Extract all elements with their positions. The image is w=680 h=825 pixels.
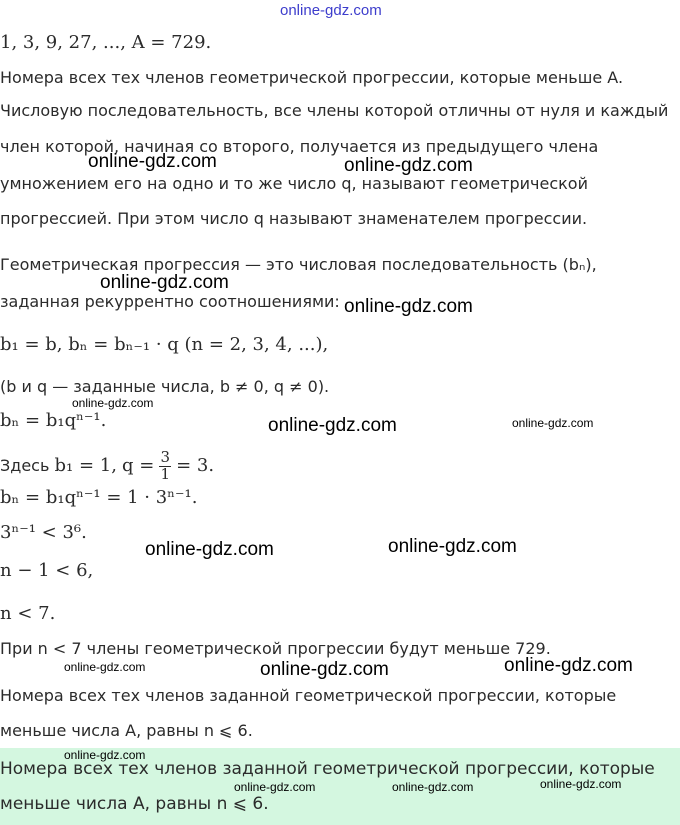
watermark: online-gdz.com [64,748,146,762]
watermark: online-gdz.com [388,536,517,557]
conditions-line: (b и q — заданные числа, b ≠ 0, q ≠ 0). [0,377,330,396]
result-line-1: Номера всех тех членов заданной геометрической прогрессии, которые [0,686,617,705]
term-formula: bₙ = b₁qⁿ⁻¹ = 1 · 3ⁿ⁻¹. [0,487,198,508]
watermark: online-gdz.com [88,151,217,172]
watermark: online-gdz.com [64,660,146,674]
when-line: При n < 7 члены геометрической прогрессии будут меньше 729. [0,639,551,658]
watermark: online-gdz.com [100,272,229,293]
watermark-top: online-gdz.com [280,2,382,19]
watermark: online-gdz.com [344,296,473,317]
watermark: online-gdz.com [392,780,474,794]
watermark: online-gdz.com [145,539,274,560]
definition-line-1: Числовую последовательность, все члены которой отличны от нуля и каждый [0,101,669,120]
answer-line-1: Номера всех тех членов заданной геометрической прогрессии, которые [0,759,655,779]
q-label: q = [122,454,155,476]
watermark: online-gdz.com [504,655,633,676]
definition-line-2: член которой, начиная со второго, получается из предыдущего члена [0,137,599,156]
watermark: online-gdz.com [234,780,316,794]
recurrent-formula: b₁ = b, bₙ = bₙ₋₁ · q (n = 2, 3, 4, ...), [0,334,329,355]
inequality-line: 3ⁿ⁻¹ < 3⁶. [0,522,87,543]
watermark: online-gdz.com [344,155,473,176]
question-text: Номера всех тех членов геометрической прогрессии, которые меньше A. [0,68,624,87]
watermark: online-gdz.com [260,659,389,680]
here-line [0,450,214,483]
q-denominator: 1 [160,464,170,483]
here-b1: b₁ = 1, [54,454,117,476]
result-line-2: меньше числа A, равны n ⩽ 6. [0,721,253,740]
nth-term-formula: bₙ = b₁qⁿ⁻¹. [0,410,107,431]
watermark: online-gdz.com [512,416,594,430]
recurrent-line-2: заданная рекуррентно соотношениями: [0,292,340,311]
watermark: online-gdz.com [268,415,397,436]
recurrent-line-1: Геометрическая прогрессия — это числовая последовательность (bₙ), [0,255,597,274]
definition-line-4: прогрессией. При этом число q называют знаменателем прогрессии. [0,209,588,228]
watermark: online-gdz.com [540,777,622,791]
q-numerator: 3 [160,448,170,466]
answer-line-2: меньше числа A, равны n ⩽ 6. [0,794,269,814]
definition-line-3: умножением его на одно и то же число q, называют геометрической [0,174,588,193]
q-fraction [159,450,171,483]
here-label: Здесь [0,455,50,475]
step-2: n < 7. [0,603,56,624]
q-result: = 3. [176,454,215,476]
step-1: n − 1 < 6, [0,560,94,581]
sequence-condition: 1, 3, 9, 27, ..., A = 729. [0,32,212,53]
watermark: online-gdz.com [72,396,154,410]
